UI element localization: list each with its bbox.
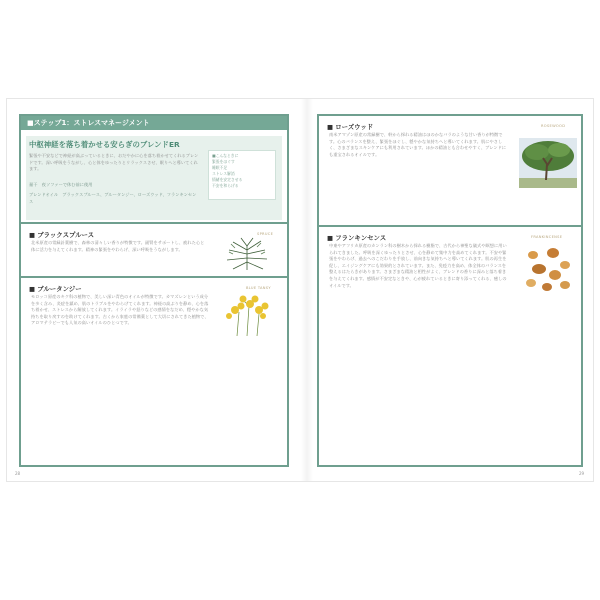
frankincense-en: FRANKINCENSE <box>531 235 563 239</box>
effect-item: 緊張をほぐす <box>212 159 235 164</box>
blend-usage: 量干 夜ソファーで休む前に使用 <box>29 182 93 187</box>
effect-item: 睡眠不足 <box>212 165 228 170</box>
black-spruce-en: SPRUCE <box>257 232 274 236</box>
rosewood-image <box>519 138 577 188</box>
effects-title: ■こんなときに <box>212 153 239 158</box>
page-number-left: 28 <box>15 471 21 476</box>
blend-title: 中枢神経を落ち着かせる安らぎのブレンドER <box>29 140 180 149</box>
step-box <box>19 114 289 224</box>
spruce-image <box>217 236 277 274</box>
book-spread <box>7 99 593 481</box>
frankincense-image <box>519 245 577 295</box>
effects-box <box>208 150 276 200</box>
black-spruce-title: ■ ブラックスプルース <box>29 231 95 239</box>
effect-item: 情緒を安定させる <box>212 177 243 182</box>
blue-tansy-title: ■ ブルータンジー <box>29 285 82 293</box>
blue-tansy-box <box>19 276 289 467</box>
effect-item: ストレス解消 <box>212 171 235 176</box>
frankincense-title: ■ フランキンセンス <box>327 234 387 242</box>
rosewood-en: ROSEWOOD <box>541 124 566 128</box>
blue-tansy-body: モロッコ原産のキク科の植物で、美しい深い青色のオイルが特徴です。カマズレンという成分を多く含み、炎症を鎮め、肌のトラブルをやわらげてくれます。神経の高ぶりを静め、心を落ち着かせ、ストレスから解放してくれます。イライラや怒りなどの感情をなだめ、穏やかな気持ちを取り戻すのを助けてくれます。古くから家庭の常備薬として大切にされてきた植物で、アロマテラピーでも人気の高いオイルのひとつです。 <box>31 294 209 326</box>
step-header <box>21 116 287 130</box>
rosewood-title: ■ ローズウッド <box>327 123 374 131</box>
blend-body: 緊張や不安などで神経が高ぶっているときに、おだやかに心を落ち着かせてくれるブレンドです。深い呼吸をうながし、心と体をゆったりとリラックスさせ、眠りへと導いてくれます。 <box>29 153 199 172</box>
frankincense-box <box>317 227 583 467</box>
blend-panel <box>26 136 282 220</box>
rosewood-body: 南米アマゾン原産の常緑樹で、幹から採れる精油はほのかなバラのような甘い香りが特徴です。心のバランスを整え、緊張をほぐし、穏やかな気持ちへと導いてくれます。肌にやさしく、さまざまなスキンケアにも利用されています。ほかの精油とも合わせやすく、ブレンドにも重宝されるオイルです。 <box>329 132 507 157</box>
page-number-right: 29 <box>579 471 585 476</box>
black-spruce-body: 北米原産の常緑針葉樹で、森林の清々しい香りが特徴です。副腎をサポートし、疲れた心と体に活力を与えてくれます。精神の緊張をやわらげ、深い呼吸をうながします。 <box>31 240 205 252</box>
black-spruce-box <box>19 224 289 278</box>
step-label: ■ステップ1：ストレスマネージメント <box>27 119 150 127</box>
rosewood-box <box>317 114 583 227</box>
blend-oils: ブレンドオイル ブラックスプルース、ブルータンジー、ローズウッド、フランキンセンス <box>29 192 197 204</box>
tansy-image <box>217 292 277 337</box>
blue-tansy-en: BLUE TANSY <box>246 286 271 290</box>
effect-item: 不安を和らげる <box>212 183 239 188</box>
frankincense-body: 中東やアフリカ原産のカンラン科の樹木から採れる樹脂で、古代から神聖な儀式や瞑想に用いられてきました。呼吸を深くゆったりとさせ、心を静めて集中力を高めてくれます。不安や緊張をやわらげ、過去へのこだわりを手放し、前向きな気持ちへと導いてくれます。肌の再生を促し、エイジングケアにも効果的とされています。また、免疫力を高め、体全体のバランスを整えるはたらきがあります。さまざまな精油と相性がよく、ブレンドの香りに深みと落ち着きを与えてくれます。感情が不安定なときや、心が疲れているときに寄り添ってくれる、癒しのオイルです。 <box>329 243 507 288</box>
gutter <box>301 99 313 481</box>
